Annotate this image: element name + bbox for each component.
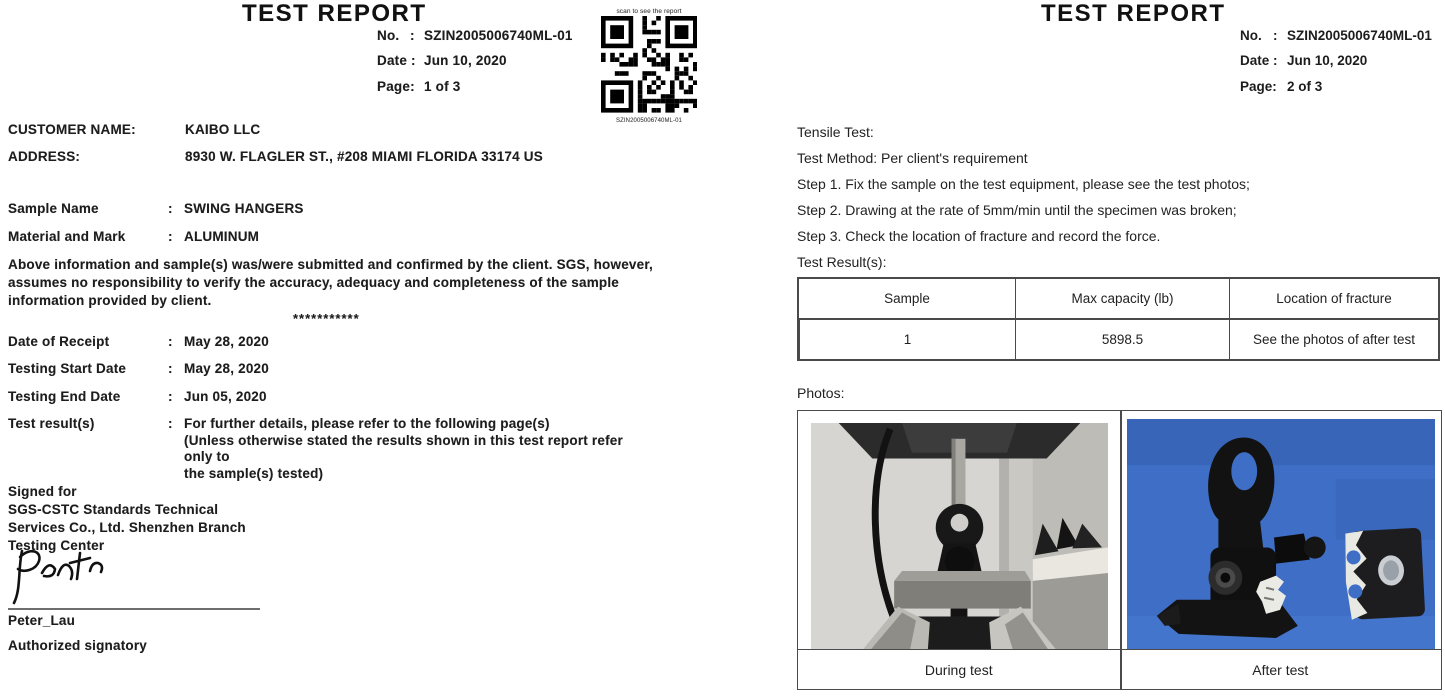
- test-method-line: Test Method: Per client's requirement: [797, 150, 1028, 166]
- qr-top-caption: scan to see the report: [616, 8, 682, 15]
- customer-address-row: ADDRESS: 8930 W. FLAGLER ST., #208 MIAMI FLORIDA 33174 US: [8, 149, 543, 164]
- col-header-sample: Sample: [799, 279, 1015, 320]
- during-test-photo: [811, 423, 1108, 650]
- report-number: SZIN2005006740ML-01: [1287, 28, 1432, 43]
- table-row-fracture: See the photos of after test: [1229, 320, 1438, 359]
- tensile-test-heading: Tensile Test:: [797, 124, 874, 140]
- page1-report-no: No. : SZIN2005006740ML-01: [377, 28, 573, 43]
- test-results-heading: Test Result(s):: [797, 254, 887, 270]
- photos-table: [797, 410, 1442, 690]
- col-header-fracture: Location of fracture: [1229, 279, 1438, 320]
- photos-divider: [1120, 411, 1122, 689]
- handwritten-signature: [6, 545, 116, 607]
- report-number: SZIN2005006740ML-01: [424, 28, 573, 43]
- results-table: [797, 277, 1440, 361]
- report-date: Jun 10, 2020: [424, 53, 507, 68]
- page-count: 1 of 3: [424, 79, 461, 94]
- customer-address-value: 8930 W. FLAGLER ST., #208 MIAMI FLORIDA 33174 US: [185, 149, 543, 164]
- step-1-line: Step 1. Fix the sample on the test equipment, please see the test photos;: [797, 176, 1250, 192]
- testing-end-row: Testing End Date : Jun 05, 2020: [8, 389, 267, 404]
- page2-page-number: Page: 2 of 3: [1240, 79, 1323, 94]
- material-value: ALUMINUM: [184, 229, 260, 244]
- test-result-row: Test result(s) : For further details, please refer to the following page(s) (Unless otherwise stated the results shown in this test report refer only to the sample(s) tested): [8, 416, 654, 482]
- asterisk-separator: ***********: [293, 311, 360, 326]
- customer-name-row: CUSTOMER NAME: KAIBO LLC: [8, 122, 261, 137]
- sample-name-value: SWING HANGERS: [184, 201, 304, 216]
- caption-after-test: After test: [1252, 661, 1309, 678]
- qr-bottom-caption: SZIN2005006740ML-01: [616, 117, 682, 124]
- page2-title: TEST REPORT: [1041, 0, 1226, 27]
- sample-name-row: Sample Name : SWING HANGERS: [8, 201, 304, 216]
- table-row-max-capacity: 5898.5: [1015, 320, 1229, 359]
- step-2-line: Step 2. Drawing at the rate of 5mm/min until the specimen was broken;: [797, 202, 1237, 218]
- page2-report-no: No. : SZIN2005006740ML-01: [1240, 28, 1432, 43]
- page1-report-date: Date : Jun 10, 2020: [377, 53, 507, 68]
- page1-page-number: Page: 1 of 3: [377, 79, 461, 94]
- customer-name-value: KAIBO LLC: [185, 122, 261, 137]
- page2-report-date: Date : Jun 10, 2020: [1240, 53, 1368, 68]
- table-row-sample: 1: [799, 320, 1015, 359]
- signatory-name: Peter_Lau: [8, 613, 76, 628]
- page1-title: TEST REPORT: [242, 0, 427, 27]
- page-count: 2 of 3: [1287, 79, 1323, 94]
- signature-line: [8, 608, 260, 610]
- signatory-role: Authorized signatory: [8, 638, 148, 653]
- photo-captions: [798, 649, 1441, 689]
- qr-code-icon: [597, 16, 701, 118]
- qr-code-block: [597, 8, 701, 124]
- signature-block: Signed for SGS-CSTC Standards Technical Services Co., Ltd. Shenzhen Branch Testing Center: [8, 484, 246, 553]
- col-header-max-capacity: Max capacity (lb): [1015, 279, 1229, 320]
- disclaimer: Above information and sample(s) was/were submitted and confirmed by the client. SGS, however, assumes no responsibility to verify the accuracy, adequacy and completeness of the sample information provided by client.: [8, 257, 653, 308]
- caption-during-test: During test: [924, 661, 993, 678]
- test-result-value: For further details, please refer to the following page(s) (Unless otherwise stated the results shown in this test report refer only to the sample(s) tested): [184, 416, 623, 481]
- date-of-receipt-row: Date of Receipt : May 28, 2020: [8, 334, 269, 349]
- photos-label: Photos:: [797, 385, 845, 401]
- step-3-line: Step 3. Check the location of fracture and record the force.: [797, 228, 1161, 244]
- report-date: Jun 10, 2020: [1287, 53, 1368, 68]
- material-row: Material and Mark : ALUMINUM: [8, 229, 260, 244]
- after-test-photo: [1127, 419, 1435, 650]
- testing-start-row: Testing Start Date : May 28, 2020: [8, 361, 269, 376]
